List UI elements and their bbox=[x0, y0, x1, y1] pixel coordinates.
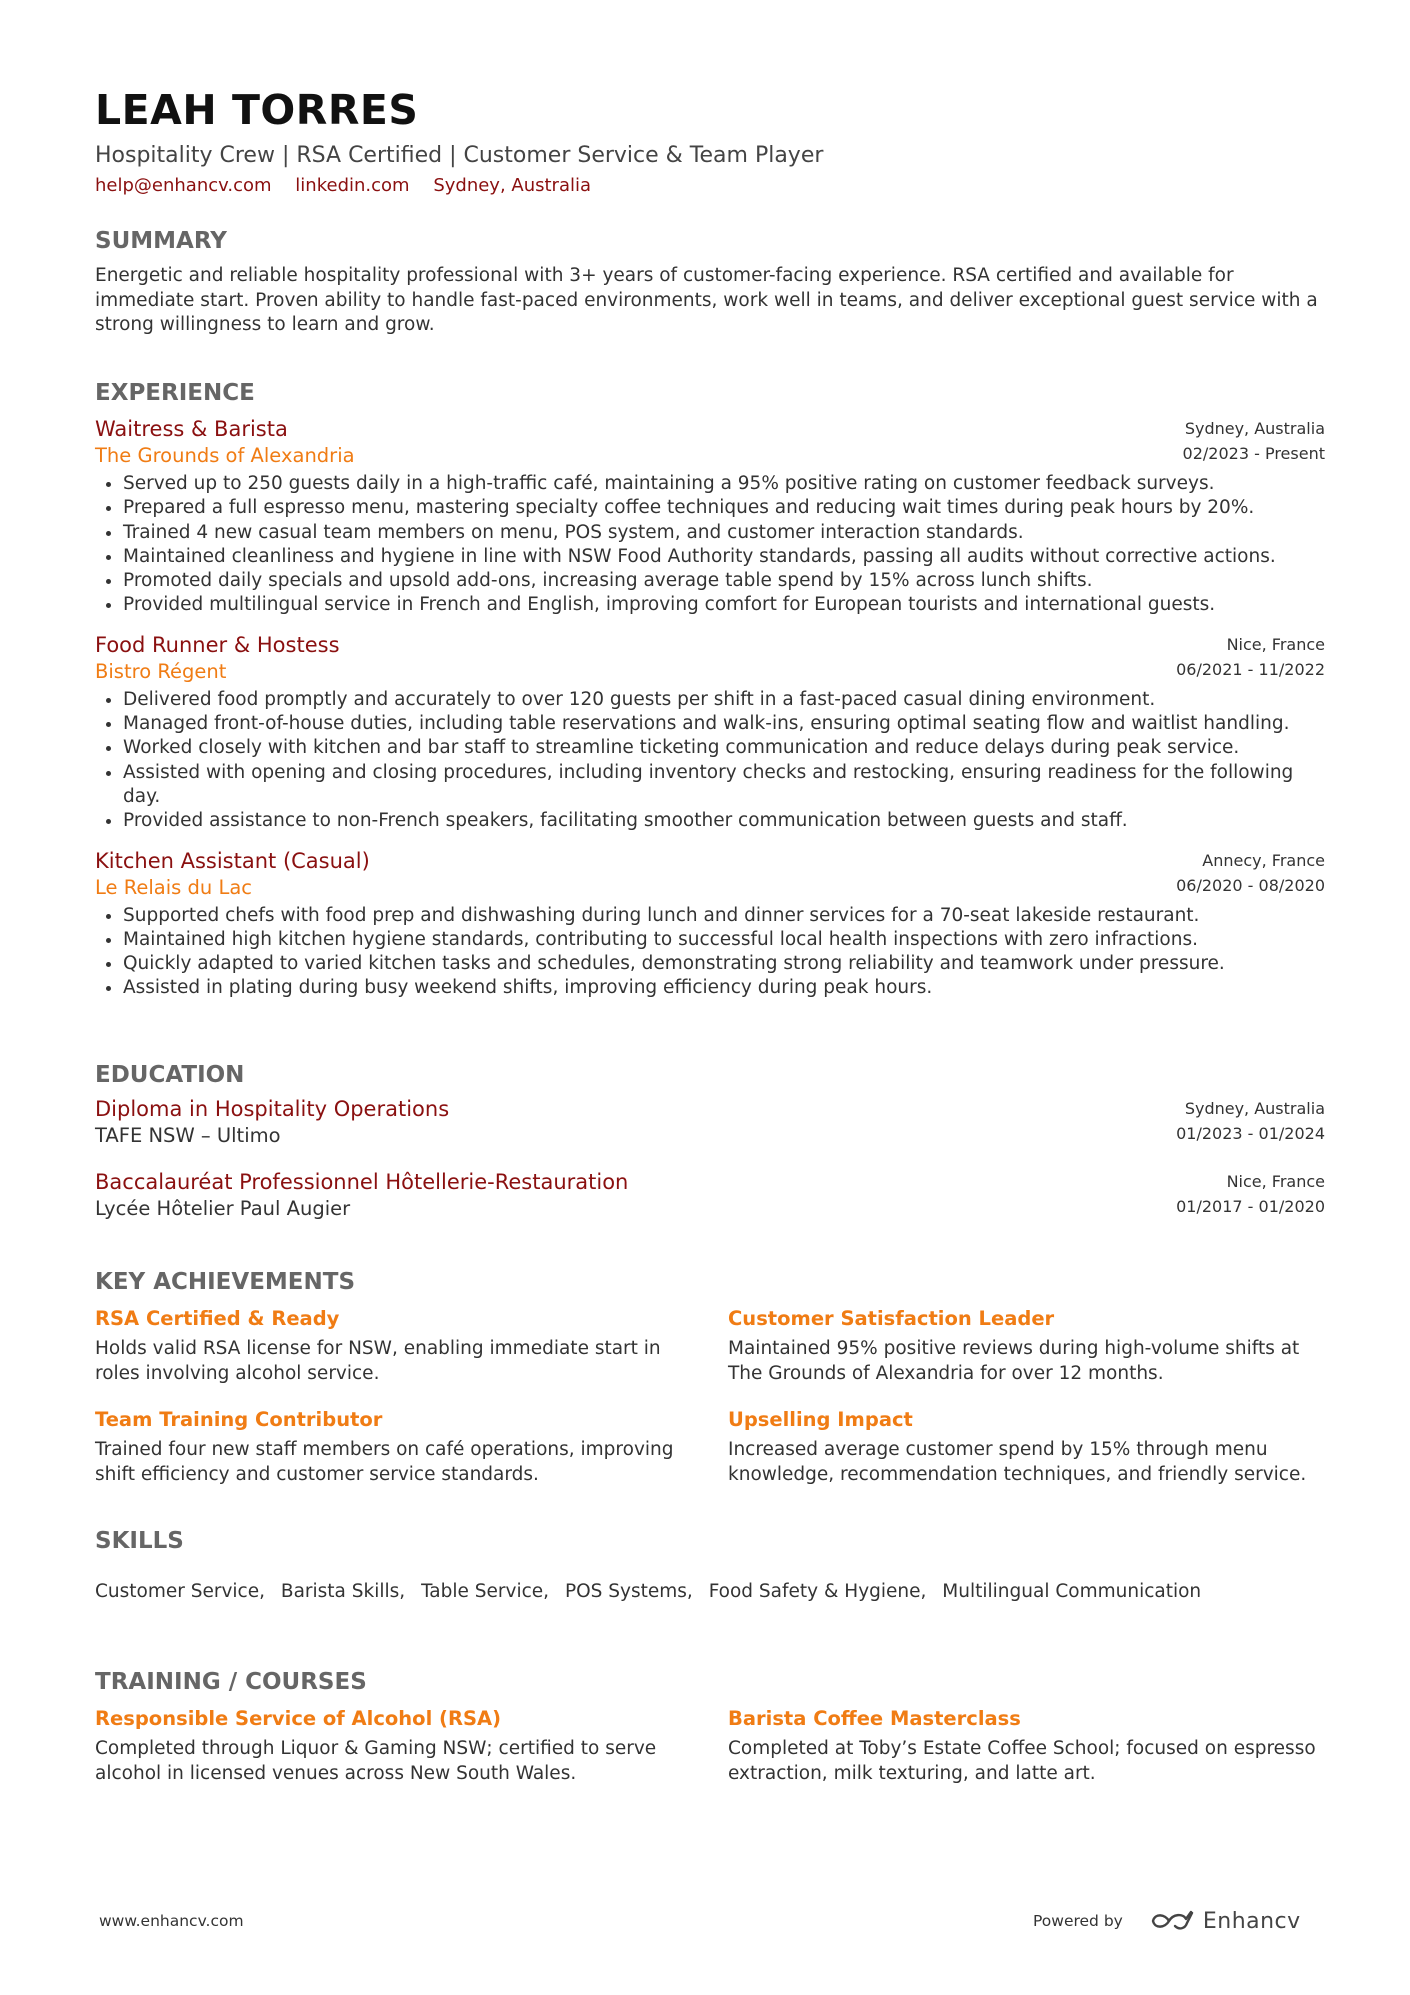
achievements-title: KEY ACHIEVEMENTS bbox=[95, 1269, 356, 1295]
skill-item: POS Systems, bbox=[564, 1581, 693, 1602]
linkedin-link[interactable]: linkedin.com bbox=[295, 175, 410, 196]
job-bullet: • Provided assistance to non-French speakers, facilitating smoother communication between guests and staff. bbox=[123, 809, 1325, 833]
skills-title: SKILLS bbox=[95, 1528, 184, 1554]
experience-title: EXPERIENCE bbox=[95, 380, 255, 406]
job-bullet: • Worked closely with kitchen and bar staff to streamline ticketing communication and reduce delays during peak service. bbox=[123, 736, 1325, 760]
training-title: TRAINING / COURSES bbox=[95, 1669, 367, 1695]
job-bullet: • Managed front-of-house duties, including table reservations and walk-ins, ensuring optimal seating flow and waitlist handling. bbox=[123, 712, 1325, 736]
achievement-item bbox=[728, 1306, 1328, 1386]
skills-section bbox=[95, 1526, 1325, 1604]
training-section bbox=[95, 1667, 1325, 1797]
education-location: Nice, France bbox=[1226, 1172, 1325, 1191]
achievement-item bbox=[95, 1407, 695, 1487]
education-meta bbox=[1176, 1169, 1325, 1219]
job-company: Le Relais du Lac bbox=[95, 875, 252, 899]
job-bullet: • Prepared a full espresso menu, mastering specialty coffee techniques and reducing wait times during peak hours by 20%. bbox=[123, 496, 1325, 520]
job-role: Waitress & Barista bbox=[95, 417, 288, 441]
job-bullet: • Maintained high kitchen hygiene standards, contributing to successful local health inspections with zero infractions. bbox=[123, 928, 1325, 952]
job-dates: 06/2021 - 11/2022 bbox=[1176, 659, 1325, 679]
degree-name: Baccalauréat Professionnel Hôtellerie-Restauration bbox=[95, 1170, 629, 1194]
achievements-section bbox=[95, 1267, 1325, 1487]
footer-branding bbox=[1033, 1906, 1301, 1936]
course-item bbox=[95, 1706, 695, 1786]
course-item bbox=[728, 1706, 1328, 1786]
job-company: Bistro Régent bbox=[95, 659, 227, 683]
job-bullet: • Quickly adapted to varied kitchen tasks and schedules, demonstrating strong reliability and teamwork under pressure. bbox=[123, 952, 1325, 976]
achievement-title: RSA Certified & Ready bbox=[95, 1307, 340, 1330]
job-entry bbox=[95, 848, 1325, 1001]
footer-website[interactable]: www.enhancv.com bbox=[99, 1912, 244, 1930]
degree-name: Diploma in Hospitality Operations bbox=[95, 1097, 450, 1121]
school-name: Lycée Hôtelier Paul Augier bbox=[95, 1197, 351, 1220]
job-bullet: • Promoted daily specials and upsold add-ons, increasing average table spend by 15% across lunch shifts. bbox=[123, 569, 1325, 593]
enhancv-brand-name: Enhancv bbox=[1202, 1908, 1301, 1934]
powered-by-label: Powered by bbox=[1033, 1912, 1123, 1930]
achievement-text: Holds valid RSA license for NSW, enabling immediate start in roles involving alcohol service. bbox=[95, 1338, 661, 1384]
achievement-title: Upselling Impact bbox=[728, 1408, 913, 1431]
job-role: Kitchen Assistant (Casual) bbox=[95, 848, 370, 873]
summary-section bbox=[95, 226, 1325, 338]
course-title: Barista Coffee Masterclass bbox=[728, 1707, 1021, 1730]
school-name: TAFE NSW – Ultimo bbox=[95, 1124, 281, 1147]
job-entry bbox=[95, 632, 1325, 834]
achievement-item bbox=[728, 1407, 1328, 1487]
job-bullet: • Delivered food promptly and accurately to over 120 guests per shift in a fast-paced casual dining environment. bbox=[123, 688, 1325, 712]
job-company: The Grounds of Alexandria bbox=[95, 444, 355, 467]
job-bullet: • Assisted in plating during busy weekend shifts, improving efficiency during peak hours. bbox=[123, 976, 1325, 1000]
education-dates: 01/2023 - 01/2024 bbox=[1176, 1124, 1325, 1143]
achievement-title: Customer Satisfaction Leader bbox=[728, 1307, 1055, 1330]
job-bullets bbox=[95, 472, 1325, 618]
skill-item: Table Service, bbox=[421, 1581, 550, 1602]
education-dates: 01/2017 - 01/2020 bbox=[1176, 1197, 1325, 1216]
job-meta bbox=[1176, 632, 1325, 682]
education-location: Sydney, Australia bbox=[1184, 1099, 1325, 1118]
experience-section bbox=[95, 378, 1325, 1001]
achievement-text: Increased average customer spend by 15% through menu knowledge, recommendation techniques, and friendly service. bbox=[728, 1439, 1307, 1485]
job-location: Annecy, France bbox=[1202, 850, 1325, 870]
email-link[interactable]: help@enhancv.com bbox=[95, 175, 272, 196]
summary-title: SUMMARY bbox=[95, 228, 227, 254]
job-dates: 02/2023 - Present bbox=[1182, 444, 1325, 463]
job-bullet: • Served up to 250 guests daily in a high-traffic café, maintaining a 95% positive rating on customer feedback surveys. bbox=[123, 472, 1325, 496]
education-entry bbox=[95, 1169, 1325, 1221]
job-location: Sydney, Australia bbox=[1184, 419, 1325, 438]
course-title: Responsible Service of Alcohol (RSA) bbox=[95, 1707, 502, 1730]
skills-list bbox=[95, 1580, 1325, 1604]
course-text: Completed at Toby’s Estate Coffee School; focused on espresso extraction, milk texturing, and latte art. bbox=[728, 1738, 1316, 1784]
resume-header bbox=[95, 84, 1325, 198]
job-meta bbox=[1176, 848, 1325, 898]
achievement-text: Maintained 95% positive reviews during high-volume shifts at The Grounds of Alexandria for over 12 months. bbox=[728, 1338, 1300, 1384]
job-entry bbox=[95, 416, 1325, 618]
education-title: EDUCATION bbox=[95, 1062, 245, 1088]
job-bullet: • Supported chefs with food prep and dishwashing during lunch and dinner services for a 70-seat lakeside restaurant. bbox=[123, 904, 1325, 928]
skill-item: Barista Skills, bbox=[280, 1581, 406, 1602]
job-bullet: • Maintained cleanliness and hygiene in line with NSW Food Authority standards, passing all audits without corrective actions. bbox=[123, 545, 1325, 569]
summary-text: Energetic and reliable hospitality professional with 3+ years of customer-facing experience. RSA certified and available for immediate start. Proven ability to handle fast-paced environments, work well in teams, and deliver exceptional guest service with a strong willingness to learn and grow. bbox=[95, 265, 1318, 335]
education-section bbox=[95, 1060, 1325, 1221]
job-bullet: • Assisted with opening and closing procedures, including inventory checks and restocking, ensuring readiness for the following day. bbox=[123, 761, 1325, 810]
achievement-title: Team Training Contributor bbox=[95, 1408, 383, 1431]
enhancv-logo-icon bbox=[1149, 1909, 1195, 1933]
achievement-item bbox=[95, 1306, 695, 1386]
candidate-tagline: Hospitality Crew | RSA Certified | Customer Service & Team Player bbox=[95, 143, 824, 168]
skill-item: Food Safety & Hygiene, bbox=[708, 1581, 927, 1602]
skill-item: Customer Service, bbox=[95, 1581, 265, 1602]
course-text: Completed through Liquor & Gaming NSW; certified to serve alcohol in licensed venues across New South Wales. bbox=[95, 1738, 657, 1784]
achievement-text: Trained four new staff members on café operations, improving shift efficiency and customer service standards. bbox=[95, 1439, 674, 1485]
job-bullet: • Trained 4 new casual team members on menu, POS system, and customer interaction standards. bbox=[123, 521, 1325, 545]
candidate-name: LEAH TORRES bbox=[95, 86, 419, 134]
location-text: Sydney, Australia bbox=[433, 175, 592, 196]
job-meta bbox=[1183, 416, 1325, 466]
job-role: Food Runner & Hostess bbox=[95, 632, 340, 657]
job-bullets bbox=[95, 904, 1325, 1001]
education-meta bbox=[1176, 1096, 1325, 1146]
job-dates: 06/2020 - 08/2020 bbox=[1176, 875, 1325, 895]
skill-item: Multilingual Communication bbox=[942, 1581, 1202, 1602]
job-bullet: • Provided multilingual service in French and English, improving comfort for European tourists and international guests. bbox=[123, 593, 1325, 617]
education-entry bbox=[95, 1096, 1325, 1148]
contact-line bbox=[95, 174, 1325, 198]
job-bullets bbox=[95, 688, 1325, 834]
job-location: Nice, France bbox=[1226, 634, 1325, 654]
